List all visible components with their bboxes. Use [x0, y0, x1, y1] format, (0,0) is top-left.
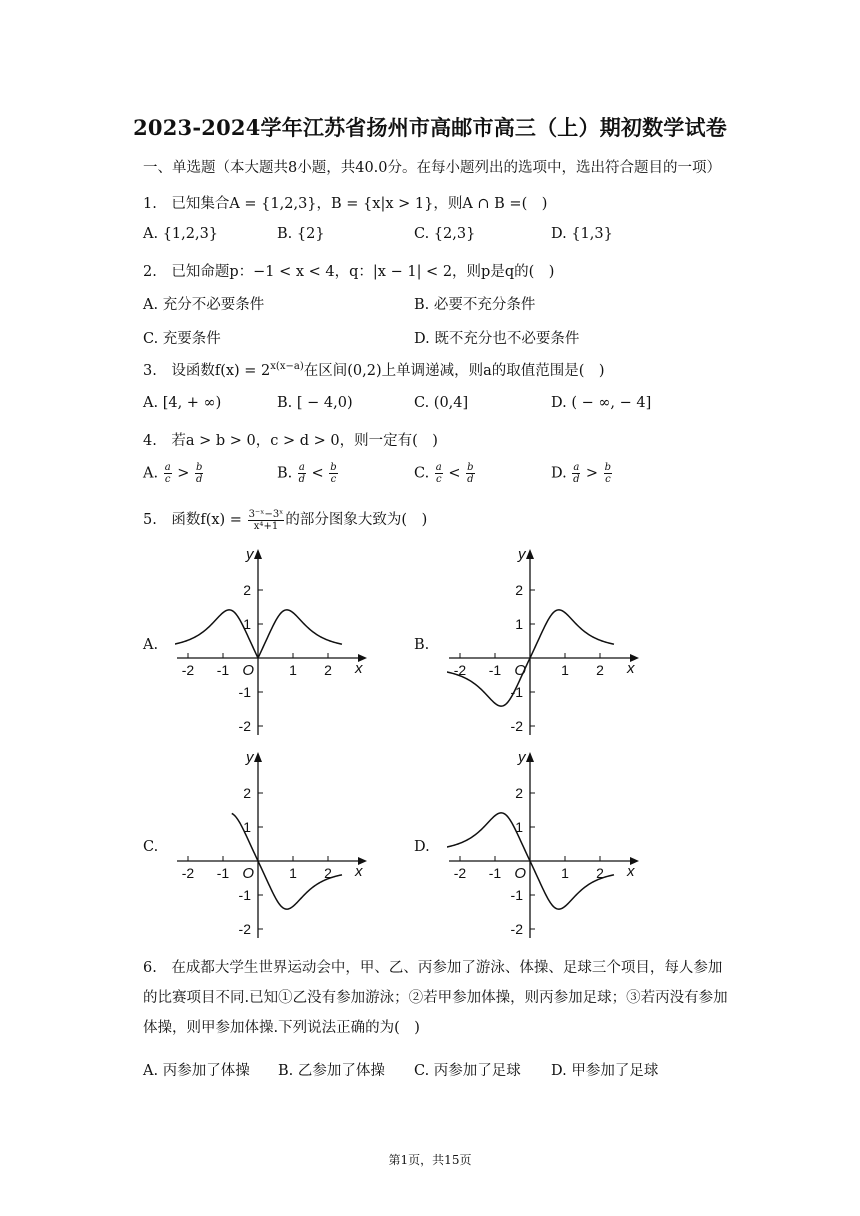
comparison-operator: >: [172, 465, 195, 482]
option-letter: B.: [277, 465, 297, 482]
q5-stem-pre: 5. 函数f(x) =: [143, 512, 247, 528]
x-tick-label: -1: [488, 662, 502, 678]
y-tick-label: 2: [243, 582, 251, 598]
x-axis-label: x: [627, 660, 635, 677]
y-tick-label: -1: [510, 684, 523, 700]
x-tick-label: -1: [488, 865, 502, 881]
section-heading: 一、单选题（本大题共8小题，共40.0分。在每小题列出的选项中，选出符合题目的一项）: [143, 160, 722, 176]
x-tick-label: 1: [289, 662, 297, 678]
x-tick-label: -1: [216, 865, 230, 881]
y-tick-label: -2: [510, 921, 523, 937]
q4-fraction-right: [604, 462, 612, 485]
q6-line-3: 体操，则甲参加体操.下列说法正确的为( ): [143, 1020, 420, 1036]
q5-fraction: [248, 509, 285, 532]
question-4-stem: 4. 若a > b > 0，c > d > 0，则一定有( ): [143, 433, 438, 449]
q4-fraction-left: [164, 462, 172, 485]
y-tick-label: -2: [238, 921, 251, 937]
fraction-denominator: d: [298, 474, 306, 485]
x-axis-label: x: [355, 863, 363, 880]
y-tick-label: -2: [510, 718, 523, 734]
fraction-numerator: b: [196, 462, 203, 473]
fraction-numerator: a: [298, 462, 305, 473]
x-tick-label: -2: [453, 865, 467, 881]
x-tick-label: 1: [561, 865, 569, 881]
x-tick-label: 2: [596, 662, 604, 678]
q6-option-a[interactable]: A. 丙参加了体操: [143, 1063, 250, 1079]
x-tick-label: -2: [453, 662, 467, 678]
q4-fraction-left: [572, 462, 580, 485]
fraction-numerator: b: [604, 462, 612, 473]
q1-option-d[interactable]: D. {1,3}: [551, 226, 613, 242]
y-tick-label: 1: [243, 819, 251, 835]
x-tick-label: -1: [216, 662, 230, 678]
q4-option-b[interactable]: [277, 462, 339, 485]
x-tick-label: -2: [181, 662, 195, 678]
q3-exponent: x(x−a): [270, 361, 304, 373]
graph-label-c[interactable]: C.: [143, 839, 159, 855]
q3-option-b[interactable]: B. [ − 4,0): [277, 395, 353, 411]
q4-fraction-right: [329, 462, 337, 485]
origin-label: O: [514, 662, 526, 679]
x-tick-label: 2: [324, 662, 332, 678]
y-tick-label: -1: [510, 887, 523, 903]
q4-fraction-left: [435, 462, 443, 485]
q1-option-c[interactable]: C. {2,3}: [414, 226, 476, 242]
y-axis-arrow: [526, 752, 534, 762]
q1-option-a[interactable]: A. {1,2,3}: [143, 226, 219, 242]
q3-option-d[interactable]: D. ( − ∞, − 4]: [551, 395, 652, 411]
q5-denominator: x⁴+1: [253, 520, 279, 532]
q3-option-c[interactable]: C. (0,4]: [414, 395, 469, 411]
page-title: 2023-2024学年江苏省扬州市高邮市高三（上）期初数学试卷: [133, 115, 727, 140]
y-tick-label: 1: [515, 616, 523, 632]
graph-d[interactable]: [447, 748, 647, 943]
fraction-denominator: d: [467, 474, 474, 485]
y-tick-label: -1: [238, 684, 251, 700]
q4-option-c[interactable]: [414, 462, 476, 485]
q2-option-d[interactable]: D. 既不充分也不必要条件: [414, 331, 580, 347]
x-tick-label: 1: [289, 865, 297, 881]
fraction-numerator: b: [330, 462, 337, 473]
origin-label: O: [514, 865, 526, 882]
y-tick-label: 2: [515, 582, 523, 598]
question-3-stem: [143, 359, 605, 380]
origin-label: O: [242, 662, 254, 679]
y-axis-arrow: [254, 549, 262, 559]
x-tick-label: 1: [561, 662, 569, 678]
q2-option-c[interactable]: C. 充要条件: [143, 331, 221, 347]
q6-option-d[interactable]: D. 甲参加了足球: [551, 1063, 659, 1079]
q6-option-b[interactable]: B. 乙参加了体操: [278, 1063, 385, 1079]
graph-label-b[interactable]: B.: [414, 637, 430, 653]
fraction-denominator: d: [196, 474, 203, 485]
q4-fraction-left: [298, 462, 306, 485]
q4-option-d[interactable]: [551, 462, 613, 485]
graph-label-a[interactable]: A.: [143, 637, 159, 653]
x-axis-label: x: [627, 863, 635, 880]
option-letter: A.: [143, 465, 163, 482]
q1-option-b[interactable]: B. {2}: [277, 226, 325, 242]
y-tick-label: 2: [515, 785, 523, 801]
y-axis-arrow: [526, 549, 534, 559]
y-axis-label: y: [246, 749, 254, 766]
q4-option-a[interactable]: [143, 462, 204, 485]
q3-stem-pre: 3. 设函数f(x) = 2: [143, 363, 271, 379]
page-footer: 第1页，共15页: [388, 1153, 472, 1167]
x-tick-label: 2: [324, 865, 332, 881]
y-axis-label: y: [518, 546, 526, 563]
y-axis-label: y: [518, 749, 526, 766]
option-letter: D.: [551, 465, 572, 482]
y-tick-label: -1: [238, 887, 251, 903]
q3-stem-post: 在区间(0,2)上单调递减，则a的取值范围是( ): [303, 363, 605, 379]
graph-c[interactable]: [175, 748, 375, 943]
y-axis-label: y: [246, 546, 254, 563]
fraction-denominator: c: [164, 474, 171, 485]
q4-fraction-right: [195, 462, 203, 485]
graph-b[interactable]: [447, 545, 647, 740]
question-2-stem: 2. 已知命题p：−1 < x < 4，q：|x − 1| < 2，则p是q的( ): [143, 264, 555, 280]
q6-option-c[interactable]: C. 丙参加了足球: [414, 1063, 521, 1079]
fraction-denominator: c: [435, 474, 442, 485]
q6-line-2: 的比赛项目不同.已知①乙没有参加游泳；②若甲参加体操，则丙参加足球；③若丙没有参加: [143, 990, 728, 1006]
fraction-numerator: b: [467, 462, 474, 473]
fraction-numerator: a: [164, 462, 171, 473]
fraction-denominator: d: [573, 474, 580, 485]
y-tick-label: 2: [243, 785, 251, 801]
origin-label: O: [242, 865, 254, 882]
fraction-denominator: c: [330, 474, 337, 485]
x-tick-label: 2: [596, 865, 604, 881]
y-tick-label: -2: [238, 718, 251, 734]
question-5-stem: [143, 508, 427, 532]
x-axis-label: x: [355, 660, 363, 677]
question-6-stem: [143, 953, 763, 1043]
comparison-operator: >: [581, 465, 603, 482]
option-letter: C.: [414, 465, 434, 482]
fraction-numerator: a: [573, 462, 580, 473]
x-tick-label: -2: [181, 865, 195, 881]
fraction-numerator: a: [435, 462, 442, 473]
comparison-operator: <: [443, 465, 466, 482]
q3-option-a[interactable]: A. [4, + ∞): [143, 395, 222, 411]
fraction-denominator: c: [605, 474, 611, 485]
q6-line-1: 6. 在成都大学生世界运动会中，甲、乙、丙参加了游泳、体操、足球三个项目，每人参加: [143, 960, 723, 976]
question-1-stem: 1. 已知集合A = {1,2,3}，B = {x|x > 1}，则A ∩ B =( ): [143, 196, 548, 212]
y-tick-label: 1: [243, 616, 251, 632]
q5-stem-post: 的部分图象大致为( ): [285, 512, 428, 528]
q2-option-a[interactable]: A. 充分不必要条件: [143, 297, 265, 313]
q2-option-b[interactable]: B. 必要不充分条件: [414, 297, 536, 313]
graph-a[interactable]: [175, 545, 375, 740]
y-tick-label: 1: [515, 819, 523, 835]
comparison-operator: <: [306, 465, 329, 482]
graph-label-d[interactable]: D.: [414, 839, 430, 855]
q5-numerator: 3⁻ˣ−3ˣ: [248, 508, 284, 520]
y-axis-arrow: [254, 752, 262, 762]
q4-fraction-right: [466, 462, 474, 485]
